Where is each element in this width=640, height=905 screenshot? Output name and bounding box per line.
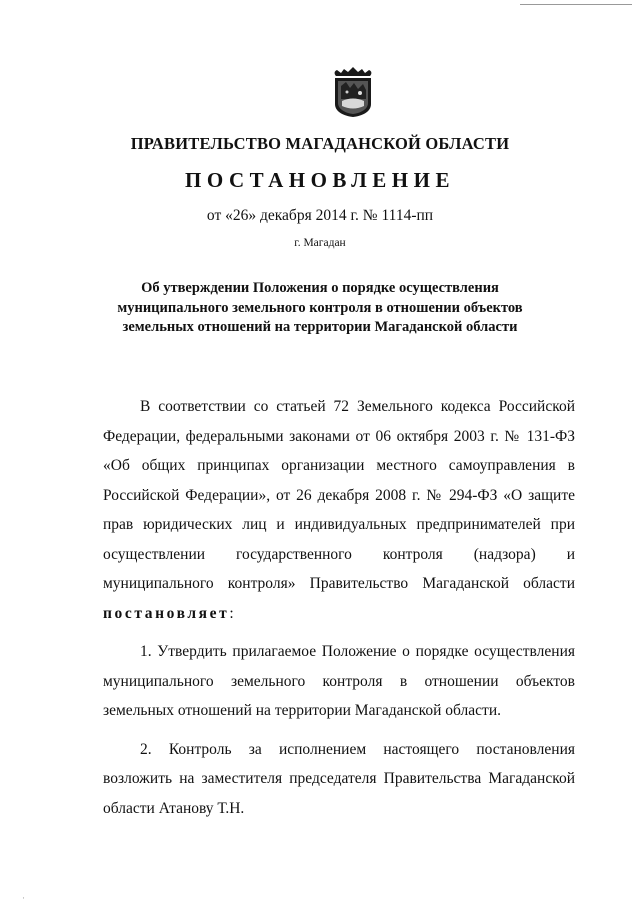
resolution-verb: постановляет (103, 604, 230, 622)
document-type: ПОСТАНОВЛЕНИЕ (185, 168, 455, 192)
resolution-colon: : (229, 604, 234, 622)
city-name: г. Магадан (294, 237, 346, 249)
preamble-text: В соответствии со статьей 72 Земельного кодекса Российской Федерации, федеральными законами от 06 октября 2003 г. № 131-ФЗ «Об общих принципах организации местного самоуправления в Российской Федерации», от 26 декабря 2008 г. № 294-ФЗ «О защите прав юридических лиц и индивидуальных предпринимателей при осуществлении государственного контроля (надзора) и муниципального контроля» Правительство Магаданской области (103, 398, 575, 592)
organization-name: ПРАВИТЕЛЬСТВО МАГАДАНСКОЙ ОБЛАСТИ (130, 134, 510, 153)
document-subject (110, 279, 530, 338)
subject-line-2: муниципального земельного контроля в отношении объектов (117, 299, 523, 316)
clause-2-paragraph: 2. Контроль за исполнением настоящего постановления возложить на заместителя председателя Правительства Магаданской области Атанову Т.Н. (103, 740, 575, 817)
date-and-number: от «26» декабря 2014 г. № 1114-пп (206, 207, 434, 224)
subject-line-1: Об утверждении Положения о порядке осуществления (141, 280, 499, 296)
document-body (103, 392, 575, 823)
coat-of-arms-icon (332, 66, 374, 118)
subject-line-3: земельных отношений на территории Магаданской области (122, 319, 518, 335)
preamble-paragraph (103, 392, 575, 628)
scan-edge-line (520, 4, 632, 5)
scan-margin-mark: · (22, 893, 25, 903)
clause-1-paragraph: 1. Утвердить прилагаемое Положение о порядке осуществления муниципального земельного контроля в отношении объектов земельных отношений на территории Магаданской области. (103, 643, 575, 719)
